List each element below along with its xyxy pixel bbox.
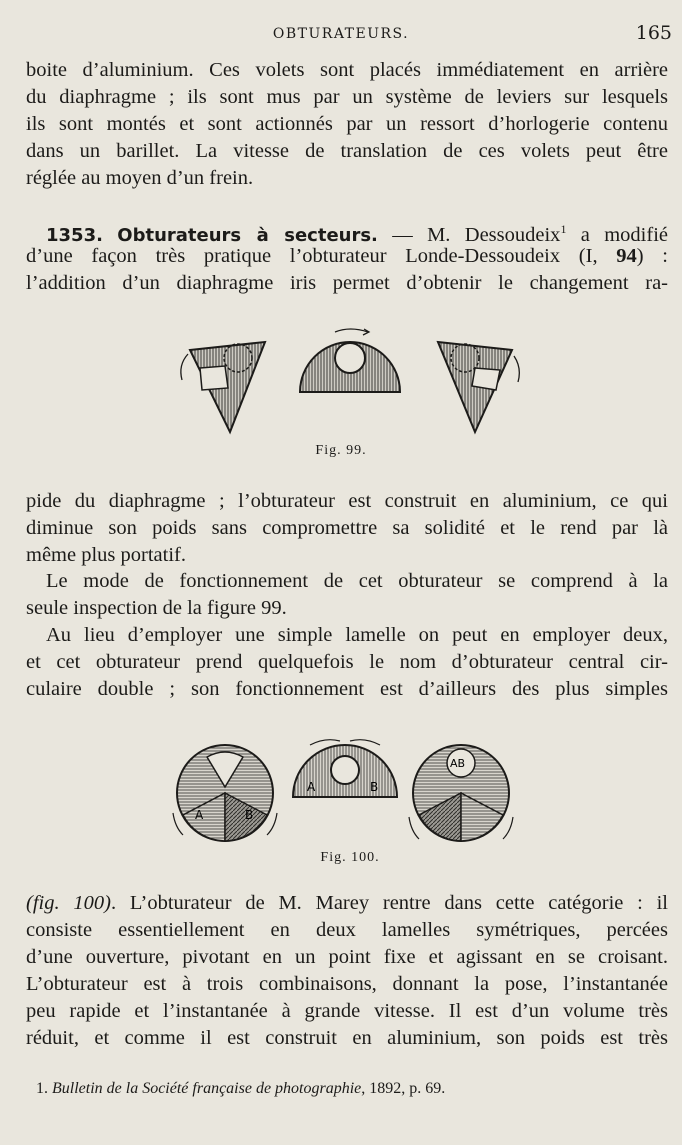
page-number: 165 (635, 22, 672, 44)
figure-99 (170, 320, 530, 440)
double-shutter-center (293, 740, 397, 797)
text-line: d’une ouverture, pivotant en un point fixe et agissant en se croisant. (26, 946, 668, 968)
double-shutter-left (173, 745, 277, 841)
section-text: a modifié (566, 223, 668, 243)
text-line: l’addition d’un diaphragme iris permet d’obtenir le changement ra- (26, 272, 668, 294)
paragraph (26, 568, 668, 622)
section-number: 1353. (46, 224, 103, 243)
section-title: Obturateurs à secteurs. (117, 224, 378, 243)
figure-100 (165, 735, 525, 850)
text-span: d’une façon très pratique l’obturateur Londe-Dessoudeix (I, (26, 245, 617, 267)
paragraph-continued (26, 57, 668, 192)
text-line: seule inspection de la figure 99. (26, 597, 287, 619)
text-line: peu rapide et l’instantanée à grande vitesse. Il est d’un volume très (26, 1000, 668, 1022)
text-line: consiste essentiellement en deux lamelles symétriques, percées (26, 919, 668, 941)
running-title: OBTURATEURS. (272, 26, 410, 42)
label-ab: AB (450, 757, 466, 770)
text-line: Le mode de fonctionnement de cet obturateur se comprend à la (46, 570, 668, 592)
text-line (26, 890, 668, 917)
page-header (0, 22, 682, 46)
paragraph (26, 622, 668, 703)
section-text: — M. Dessoudeix (377, 223, 561, 243)
footnote-number: 1. (36, 1080, 48, 1097)
text-line: réduit, et comme il est construit en aluminium, son poids est très (26, 1027, 668, 1049)
text-line: culaire double ; son fonctionnement est d’ailleurs des plus simples (26, 678, 668, 700)
section-heading-line (26, 216, 668, 243)
figure-100-caption: Fig. 100. (320, 850, 380, 865)
text-line: pide du diaphragme ; l’obturateur est construit en aluminium, ce qui (26, 490, 668, 512)
shutter-sector-right (438, 342, 519, 432)
label-b: B (245, 808, 254, 822)
footnote (36, 1080, 656, 1098)
text-line: Au lieu d’employer une simple lamelle on peut en employer deux, (46, 624, 668, 646)
text-line: et cet obturateur prend quelquefois le nom d’obturateur central cir- (26, 651, 668, 673)
footnote-ref: 1 (560, 222, 567, 236)
paragraph (26, 890, 668, 1052)
text-line: ils sont montés et sont actionnés par un ressort d’horlogerie contenu (26, 113, 668, 135)
text-line: diminue son poids sans compromettre sa solidité et le rend par là (26, 517, 668, 539)
text-span: . L’obturateur de M. Marey rentre dans cette catégorie : il (110, 892, 668, 914)
text-line: L’obturateur est à trois combinaisons, donnant la pose, l’instantanée (26, 973, 668, 995)
label-a: A (195, 808, 204, 822)
section-1353 (26, 216, 668, 297)
figure-ref: (fig. 100) (26, 892, 111, 914)
bold-ref: 94 (616, 245, 637, 267)
double-shutter-right (409, 745, 513, 841)
text-line: même plus portatif. (26, 544, 186, 566)
text-span: ) : (636, 245, 668, 267)
footnote-text: , 1892, p. 69. (361, 1080, 446, 1097)
label-a: A (307, 780, 316, 794)
text-line: boite d’aluminium. Ces volets sont placés immédiatement en arrière (26, 59, 668, 81)
footnote-source: Bulletin de la Société française de photographie (52, 1080, 362, 1097)
paragraph (26, 488, 668, 569)
label-b: B (370, 780, 379, 794)
text-line: réglée au moyen d’un frein. (26, 167, 254, 189)
figure-99-caption: Fig. 99. (315, 443, 367, 458)
shutter-sector-left (181, 342, 265, 432)
text-line: dans un barillet. La vitesse de translation de ces volets peut être (26, 140, 668, 162)
text-line: du diaphragme ; ils sont mus par un système de leviers sur lesquels (26, 86, 668, 108)
text-line (26, 243, 668, 270)
shutter-sector-center (300, 329, 400, 392)
